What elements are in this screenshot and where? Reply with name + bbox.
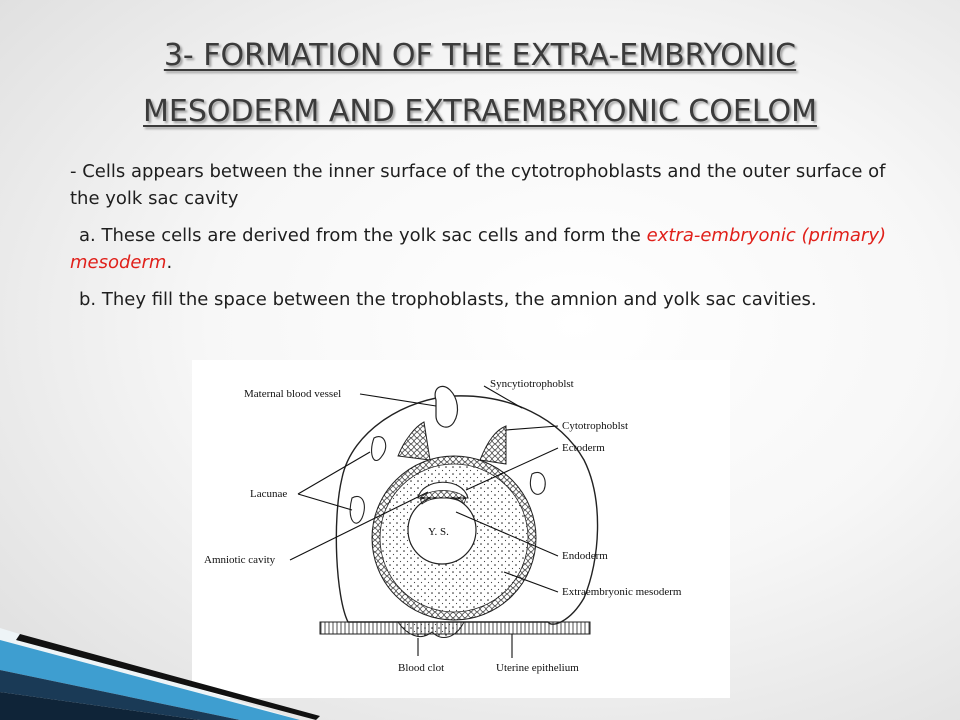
blood-clot-shape: [398, 622, 464, 637]
title-line-1: 3- FORMATION OF THE EXTRA-EMBRYONIC: [163, 38, 797, 73]
label-ectoderm: Ectoderm: [562, 442, 605, 454]
label-maternal-blood-vessel: Maternal blood vessel: [244, 388, 342, 400]
point-a-end: .: [166, 252, 173, 273]
label-uterine-epithelium: Uterine epithelium: [496, 662, 579, 674]
label-extraembryonic-mesoderm: Extraembryonic mesoderm: [562, 586, 682, 598]
maternal-vessel-shape: [435, 386, 457, 427]
point-a-paragraph: [70, 222, 886, 276]
label-amniotic-cavity: Amniotic cavity: [204, 554, 276, 566]
point-b-paragraph: b. They fill the space between the trophoblasts, the amnion and yolk sac cavities.: [79, 289, 817, 310]
decorative-corner-stripes: [0, 600, 320, 720]
intro-paragraph: - Cells appears between the inner surface of the cytotrophoblasts and the outer surface of the yolk sac cavity: [70, 161, 886, 209]
title-line-2: MESODERM AND EXTRAEMBRYONIC COELOM: [143, 94, 817, 129]
label-cytotrophoblast: Cytotrophoblst: [562, 420, 629, 432]
point-a-highlight: extra-embryonic (primary) mesoderm: [70, 225, 887, 273]
label-blood-clot: Blood clot: [398, 662, 445, 674]
slide-body: [70, 158, 886, 323]
label-syncytiotrophoblast: Syncytiotrophoblst: [490, 378, 574, 390]
label-lacunae: Lacunae: [250, 488, 288, 500]
slide-title: [60, 28, 900, 140]
label-yolk-sac: Y. S.: [428, 526, 449, 538]
lacuna-3: [530, 472, 545, 494]
point-a-text: a. These cells are derived from the yolk sac cells and form the: [79, 225, 647, 246]
label-endoderm: Endoderm: [562, 550, 608, 562]
